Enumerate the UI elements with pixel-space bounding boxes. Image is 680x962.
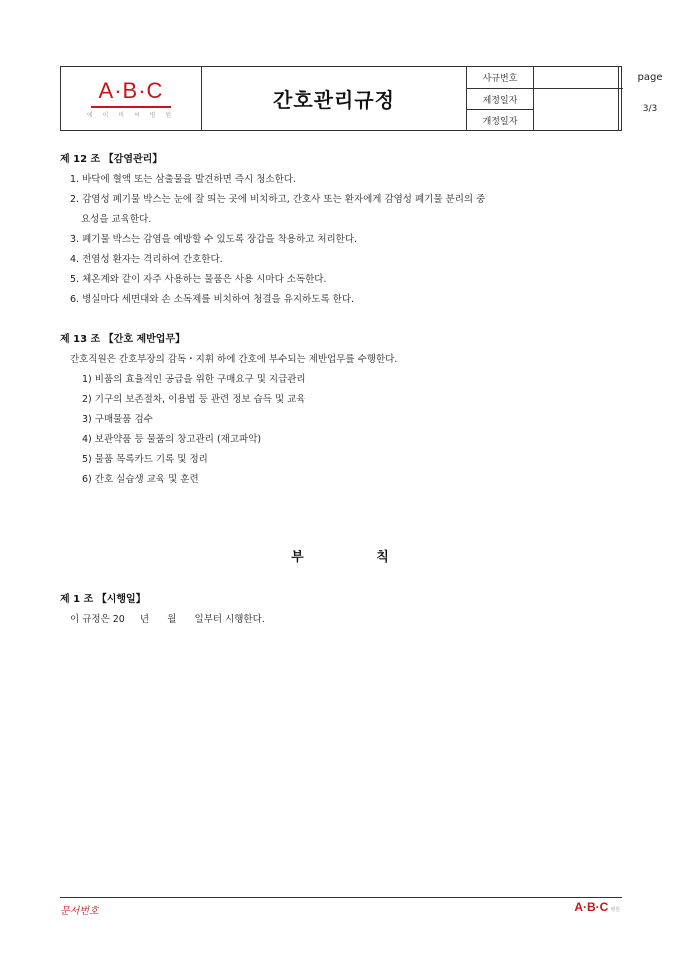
document-title: 간호관리규정 (273, 88, 395, 112)
title-cell (202, 67, 467, 130)
meta-value-regulation-number (534, 67, 619, 88)
article-heading: 제 13 조 【간호 제반업무】 (60, 334, 186, 345)
meta-label-revised-date: 개정일자 (467, 110, 534, 131)
footer-logo-subtitle: 병원 (610, 907, 620, 913)
article-item: 2. 감염성 폐기물 박스는 눈에 잘 띄는 곳에 비치하고, 간호사 또는 환자에게 감염성 폐기물 분리의 중 (70, 194, 486, 205)
article-item: 6. 병실마다 세면대와 손 소독제를 비치하여 청결을 유지하도록 한다. (70, 294, 355, 305)
page-label: page (637, 72, 663, 83)
article-item-continuation: 요성을 교육한다. (81, 214, 152, 225)
footer-logo-text: A·B·C (574, 900, 609, 914)
article-item: 3. 폐기물 박스는 감염을 예방할 수 있도록 장갑을 착용하고 처리한다. (70, 234, 358, 245)
meta-label-enacted-date: 제정일자 (467, 89, 534, 110)
article-subitem: 3) 구매물품 검수 (82, 414, 153, 425)
appendix-body (60, 590, 630, 630)
article-heading: 제 12 조 【감염관리】 (60, 154, 163, 165)
appendix-heading: 제 1 조 【시행일】 (60, 594, 146, 605)
article-intro: 간호직원은 간호부장의 감독・지휘 하에 간호에 부수되는 제반업무를 수행한다. (70, 354, 398, 365)
article-item: 1. 바닥에 혈액 또는 삼출물을 발견하면 즉시 청소한다. (70, 174, 296, 185)
footer-divider (60, 897, 622, 898)
meta-value-enacted-date (534, 89, 619, 110)
appendix-text: 이 규정은 20 년 월 일부터 시행한다. (70, 614, 265, 625)
article-item: 4. 전염성 환자는 격리하여 간호한다. (70, 254, 223, 265)
article-subitem: 6) 간호 실습생 교육 및 훈련 (82, 474, 199, 485)
appendix-title: 부 칙 (291, 550, 423, 565)
article-subitem: 5) 물품 목록카드 기록 및 정리 (82, 454, 208, 465)
article-subitem: 1) 비품의 효율적인 공급을 위한 구매요구 및 지급관리 (82, 374, 306, 385)
article-subitem: 2) 기구의 보존절차, 이용법 등 관련 정보 습득 및 교육 (82, 394, 306, 405)
footer-logo (574, 900, 620, 914)
hospital-logo-subtitle: 에 이 비 씨 병 원 (86, 112, 176, 119)
document-body (60, 150, 630, 490)
meta-label-regulation-number: 사규번호 (467, 67, 534, 88)
meta-value-revised-date (534, 110, 619, 131)
document-header (60, 66, 663, 131)
article-item: 5. 체온계와 같이 자주 사용하는 물품은 사용 시마다 소독한다. (70, 274, 327, 285)
page-number: 3/3 (642, 104, 658, 114)
logo-underline (91, 106, 171, 108)
hospital-logo: A·B·C (98, 78, 164, 103)
document-number-label: 문서번호 (60, 906, 99, 917)
logo-cell (61, 67, 202, 130)
article-subitem: 4) 보관약품 등 물품의 창고관리 (재고파악) (82, 434, 262, 445)
